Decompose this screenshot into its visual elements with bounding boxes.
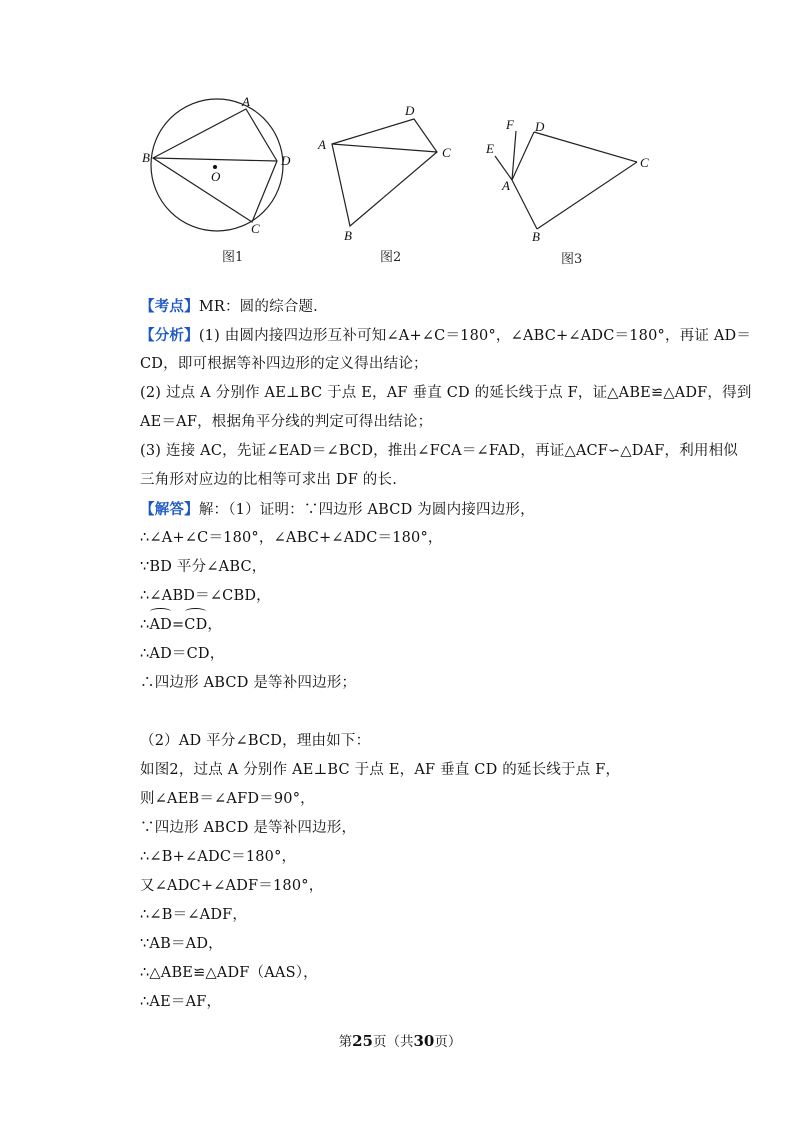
fenxi-line-6: 三角形对应边的比相等可求出 DF 的长. — [140, 472, 398, 488]
fig3-caption: 图3 — [561, 252, 583, 267]
fig3-label-d: D — [535, 119, 545, 134]
part2-line-10: ∴AE＝AF， — [140, 994, 222, 1010]
jieda-line-7: ∴四边形 ABCD 是等补四边形； — [140, 675, 357, 691]
fig2-label-a: A — [318, 137, 326, 152]
paragraph-gap — [140, 698, 660, 727]
part2-line-5: ∴∠B+∠ADC＝180°， — [140, 849, 297, 865]
footer-mid: 页（共 — [373, 1034, 414, 1050]
fig1-circle — [151, 99, 283, 231]
fenxi-line-4: AE＝AF，根据角平分线的判定可得出结论； — [140, 414, 433, 430]
jieda-line-2: ∴∠A+∠C＝180°，∠ABC+∠ADC＝180°， — [140, 530, 443, 546]
fig1-label-d: D — [281, 153, 291, 168]
jieda-line-4: ∴∠ABD＝∠CBD， — [140, 588, 271, 604]
jieda-line-3: ∵BD 平分∠ABC， — [140, 559, 267, 575]
footer-post: 页） — [434, 1034, 462, 1050]
jieda-line-1 — [140, 495, 660, 524]
part2-line-8: ∵AB＝AD， — [140, 936, 223, 952]
fig1-label-c: C — [251, 221, 260, 236]
jieda-arc-line — [140, 611, 660, 640]
figures-area — [0, 0, 800, 280]
fenxi-line-2: CD，即可根据等补四边形的定义得出结论； — [140, 356, 428, 372]
page-footer — [0, 1030, 800, 1050]
fig1-label-a: A — [242, 94, 250, 109]
fig2-quadrilateral — [332, 119, 437, 226]
arc-ad: AD — [149, 611, 172, 640]
fig3-label-c: C — [640, 155, 649, 170]
fig3-segment-ab — [512, 180, 537, 229]
footer-total-pages: 30 — [413, 1032, 435, 1050]
figure-2 — [332, 119, 437, 226]
part2-line-6: 又∠ADC+∠ADF＝180°， — [140, 878, 324, 894]
figure-3 — [495, 131, 637, 229]
figure-1 — [151, 99, 283, 231]
solution-content — [140, 292, 752, 1017]
fenxi-line-1 — [140, 321, 752, 350]
fenxi-tag: 【分析】 — [140, 327, 199, 344]
footer-page-number: 25 — [352, 1032, 373, 1050]
part2-line-3: 则∠AEB＝∠AFD＝90°， — [140, 791, 315, 807]
fenxi-text-1: (1) 由圆内接四边形互补可知∠A+∠C＝180°，∠ABC+∠ADC＝180°，再证 AD＝ — [198, 328, 752, 344]
fig2-label-c: C — [442, 145, 451, 160]
fig3-label-b: B — [532, 229, 540, 244]
fig3-label-f: F — [506, 117, 514, 132]
fig1-diagonal-bd — [153, 158, 277, 161]
fig3-segment-bc — [537, 162, 637, 229]
fig3-label-a: A — [502, 178, 510, 193]
arc-prefix: ∴ — [140, 617, 150, 633]
jieda-first-text: 解：（1）证明：∵四边形 ABCD 为圆内接四边形， — [198, 502, 535, 518]
fig2-label-b: B — [344, 228, 352, 243]
arc-cd: CD — [184, 611, 207, 640]
fig3-segment-ae — [495, 156, 512, 180]
kaodian-tag: 【考点】 — [140, 298, 199, 315]
arc-equals: = — [171, 617, 185, 633]
part2-line-2: 如图2，过点 A 分别作 AE⊥BC 于点 E，AF 垂直 CD 的延长线于点 F， — [140, 762, 621, 778]
jieda-tag: 【解答】 — [140, 501, 199, 518]
fig2-label-d: D — [405, 103, 415, 118]
fig3-segment-cd — [534, 132, 637, 162]
fig2-diagonal-ac — [332, 144, 437, 152]
fig1-label-o: O — [211, 169, 221, 184]
jieda-line-6: ∴AD＝CD， — [140, 646, 225, 662]
kaodian-text: MR：圆的综合题. — [198, 299, 318, 315]
fenxi-line-3: (2) 过点 A 分别作 AE⊥BC 于点 E，AF 垂直 CD 的延长线于点 F，证△ABE≌△ADF，得到 — [140, 385, 752, 401]
part2-line-9: ∴△ABE≌△ADF（AAS）， — [140, 965, 318, 981]
part2-line-4: ∵四边形 ABCD 是等补四边形， — [140, 820, 357, 836]
footer-pre: 第 — [338, 1034, 353, 1050]
part2-line-7: ∴∠B＝∠ADF， — [140, 907, 248, 923]
part2-line-1: （2）AD 平分∠BCD，理由如下： — [140, 733, 371, 749]
fenxi-line-5: (3) 连接 AC，先证∠EAD＝∠BCD，推出∠FCA＝∠FAD，再证△ACF∽△DAF，利用相似 — [140, 443, 739, 459]
fig3-label-e: E — [486, 141, 494, 156]
fig1-caption: 图1 — [222, 250, 244, 265]
fig1-label-b: B — [142, 150, 150, 165]
geometry-figures — [0, 0, 800, 280]
kaodian-line — [140, 292, 660, 321]
fig2-caption: 图2 — [380, 250, 402, 265]
arc-suffix: ， — [207, 617, 223, 633]
